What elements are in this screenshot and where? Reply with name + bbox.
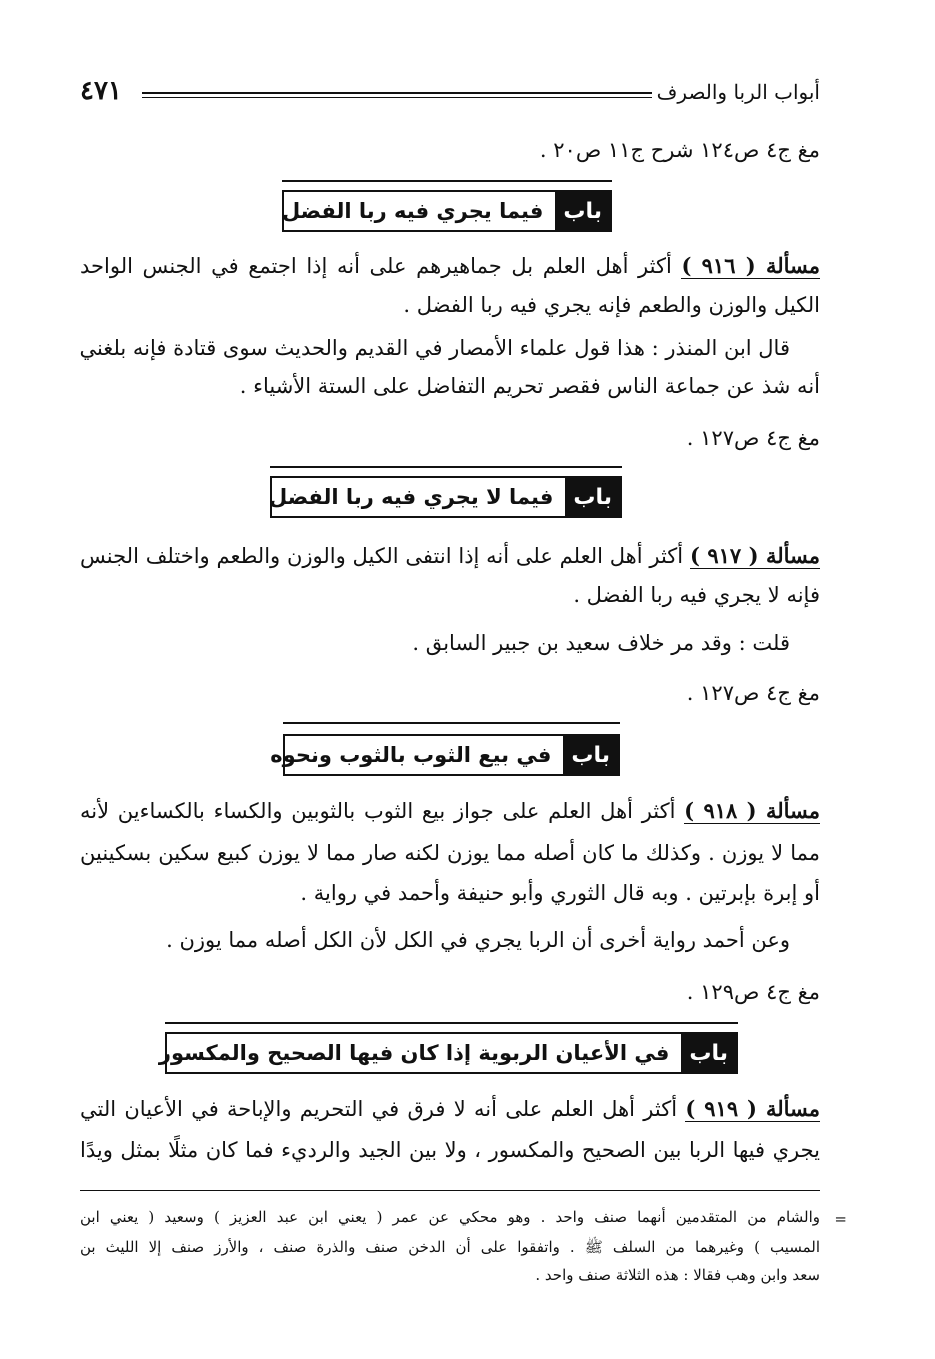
chapter-title: في بيع الثوب بالثوب ونحوه xyxy=(270,743,552,767)
footnote-marker: = xyxy=(834,1210,847,1228)
text-line: وعن أحمد رواية أخرى أن الربا يجري في الكل لأن الكل أصله مما يوزن . xyxy=(166,928,790,952)
header-title: أبواب الربا والصرف xyxy=(656,80,820,104)
reference-line: مغ ج٤ ص١٢٧ . xyxy=(686,681,820,705)
text-span: أكثر أهل العلم بل جماهيرهم على أنه إذا اجتمع في الجنس الواحد xyxy=(80,254,672,278)
text-line: أو إبرة بإبرتين . وبه قال الثوري وأبو حنيفة وأحمد في رواية . xyxy=(300,881,820,905)
chapter-rule xyxy=(165,1022,738,1024)
chapter-title: فيما لا يجري فيه ربا الفضل xyxy=(268,485,554,509)
chapter-label: باب xyxy=(563,736,618,774)
reference-line: مغ ج٤ ص١٢٤ شرح ج١١ ص٢٠ . xyxy=(539,138,820,162)
chapter-label: باب xyxy=(681,1034,736,1072)
chapter-heading xyxy=(270,476,622,518)
issue-number: مسألة ( ٩١٦ ) xyxy=(681,253,820,278)
footnote-line: سعد وابن وهب فقالا : هذه الثلاثة صنف واحد . xyxy=(535,1266,820,1284)
chapter-heading xyxy=(270,734,620,776)
chapter-heading xyxy=(158,1032,738,1074)
chapter-title: فيما يجري فيه ربا الفضل xyxy=(281,199,544,223)
text-line: يجري فيها الربا بين الصحيح والمكسور ، ولا بين الجيد والرديء فما كان مثلًا بمثل ويدًا xyxy=(80,1138,820,1162)
chapter-heading xyxy=(282,190,612,232)
text-line: مما لا يوزن . وكذلك ما كان أصله مما يوزن لكنه صار مما لا يوزن كبيع سكين بسكينين xyxy=(80,841,820,865)
text-line: قال ابن المنذر : هذا قول علماء الأمصار في القديم والحديث سوى قتادة فإنه بلغني xyxy=(79,336,790,360)
text-line xyxy=(80,800,820,822)
chapter-label: باب xyxy=(555,192,610,230)
text-line xyxy=(80,1098,820,1120)
running-header xyxy=(80,76,820,110)
text-line: أنه شذ عن جماعة الناس فقصر تحريم التفاضل على الستة الأشياء . xyxy=(239,374,820,398)
text-line: قلت : وقد مر خلاف سعيد بن جبير السابق . xyxy=(412,631,790,655)
text-span: أكثر أهل العلم على جواز بيع الثوب بالثوبين والكساء بالكساءين لأنه xyxy=(80,799,676,823)
footnote-line: والشام من المتقدمين أنهما صنف واحد . وهو محكي عن عمر ( يعني ابن عبد العزيز ) وسعيد ( يعني ابن xyxy=(80,1208,820,1226)
header-rule xyxy=(142,92,652,98)
text-span: أكثر أهل العلم على أنه إذا انتفى الكيل والوزن والطعم واختلف الجنس xyxy=(80,544,684,568)
reference-line: مغ ج٤ ص١٢٧ . xyxy=(686,426,820,450)
chapter-rule xyxy=(270,466,622,468)
page-number: ٤٧١ xyxy=(80,76,122,106)
chapter-rule xyxy=(282,180,612,182)
chapter-rule xyxy=(283,722,620,724)
chapter-title: في الأعيان الربوية إذا كان فيها الصحيح والمكسور xyxy=(158,1041,670,1065)
reference-line: مغ ج٤ ص١٢٩ . xyxy=(686,980,820,1004)
issue-number: مسألة ( ٩١٩ ) xyxy=(685,1096,820,1121)
issue-number: مسألة ( ٩١٨ ) xyxy=(684,798,820,823)
text-line xyxy=(80,255,820,277)
text-line: فإنه لا يجري فيه ربا الفضل . xyxy=(573,583,820,607)
text-span: أكثر أهل العلم على أنه لا فرق في التحريم والإباحة في الأعيان التي xyxy=(80,1097,678,1121)
issue-number: مسألة ( ٩١٧ ) xyxy=(689,543,820,568)
text-line xyxy=(80,545,820,567)
footnote-line: المسيب ) وغيرهما من السلف ﷺ . واتفقوا على أن الدخن صنف والذرة صنف ، والأرز صنف إلا الليث بن xyxy=(80,1238,820,1256)
chapter-label: باب xyxy=(565,478,620,516)
footnote-rule xyxy=(80,1190,820,1191)
text-line: الكيل والوزن والطعم فإنه يجري فيه ربا الفضل . xyxy=(403,293,820,317)
